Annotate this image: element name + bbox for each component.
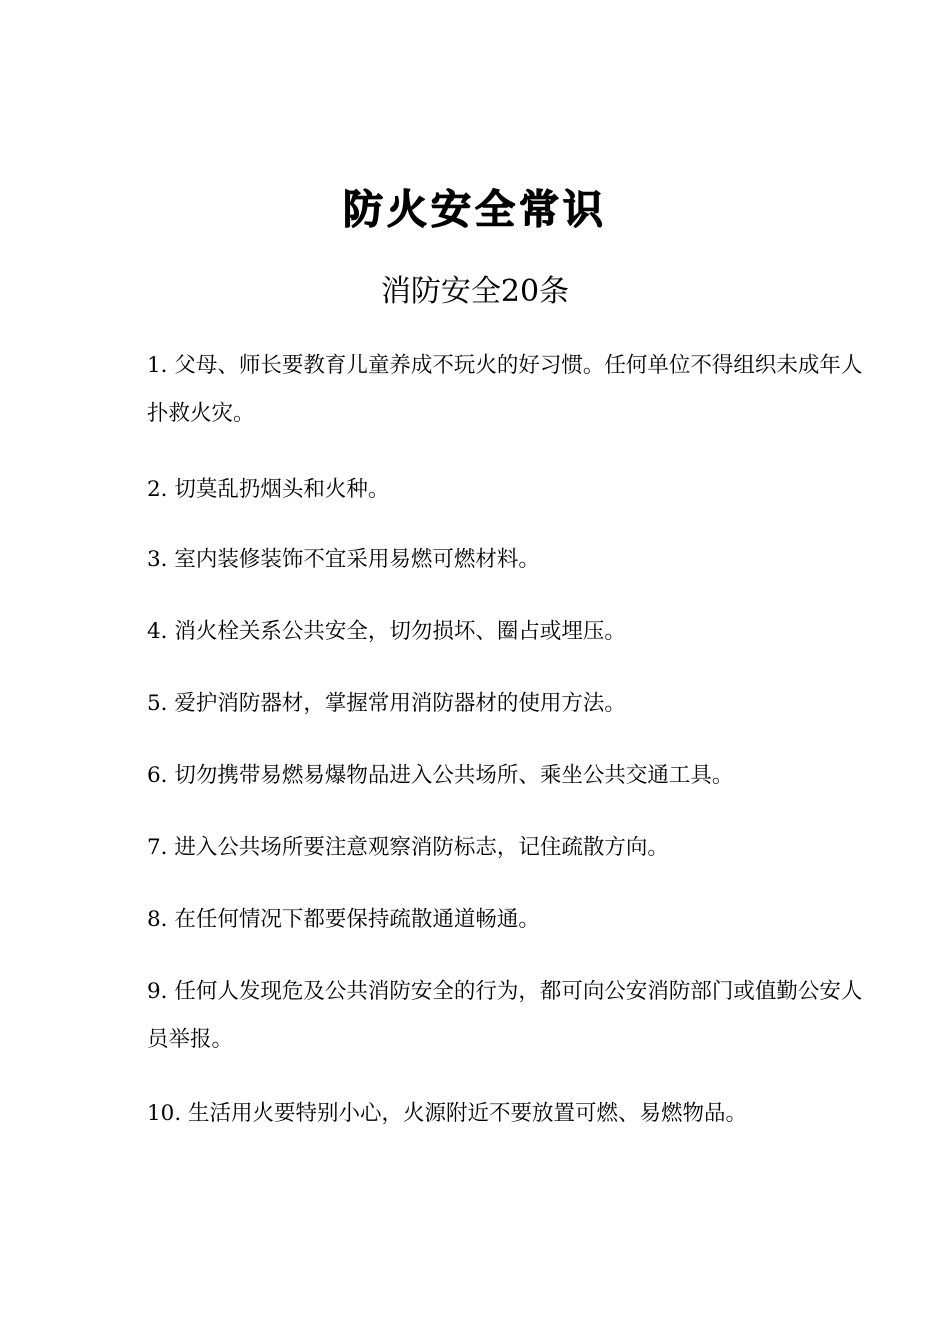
list-item-3: 3. 室内装修装饰不宜采用易燃可燃材料。 xyxy=(147,547,540,572)
list-item-10: 10. 生活用火要特别小心，火源附近不要放置可燃、易燃物品。 xyxy=(147,1101,748,1126)
list-item-6: 6. 切勿携带易燃易爆物品进入公共场所、乘坐公共交通工具。 xyxy=(147,763,734,788)
list-item-9: 9. 任何人发现危及公共消防安全的行为，都可向公安消防部门或值勤公安人员举报。 xyxy=(147,979,863,1052)
list-item-5: 5. 爱护消防器材，掌握常用消防器材的使用方法。 xyxy=(147,691,626,716)
list-item-8: 8. 在任何情况下都要保持疏散通道畅通。 xyxy=(147,907,540,932)
document-title: 防火安全常识 xyxy=(343,187,607,233)
list-item-1: 1. 父母、师长要教育儿童养成不玩火的好习惯。任何单位不得组织未成年人扑救火灾。 xyxy=(147,353,863,426)
document-subtitle: 消防安全20条 xyxy=(380,274,570,309)
list-item-2: 2. 切莫乱扔烟头和火种。 xyxy=(147,477,390,502)
list-item-4: 4. 消火栓关系公共安全，切勿损坏、圈占或埋压。 xyxy=(147,619,626,644)
list-item-7: 7. 进入公共场所要注意观察消防标志，记住疏散方向。 xyxy=(147,835,669,860)
